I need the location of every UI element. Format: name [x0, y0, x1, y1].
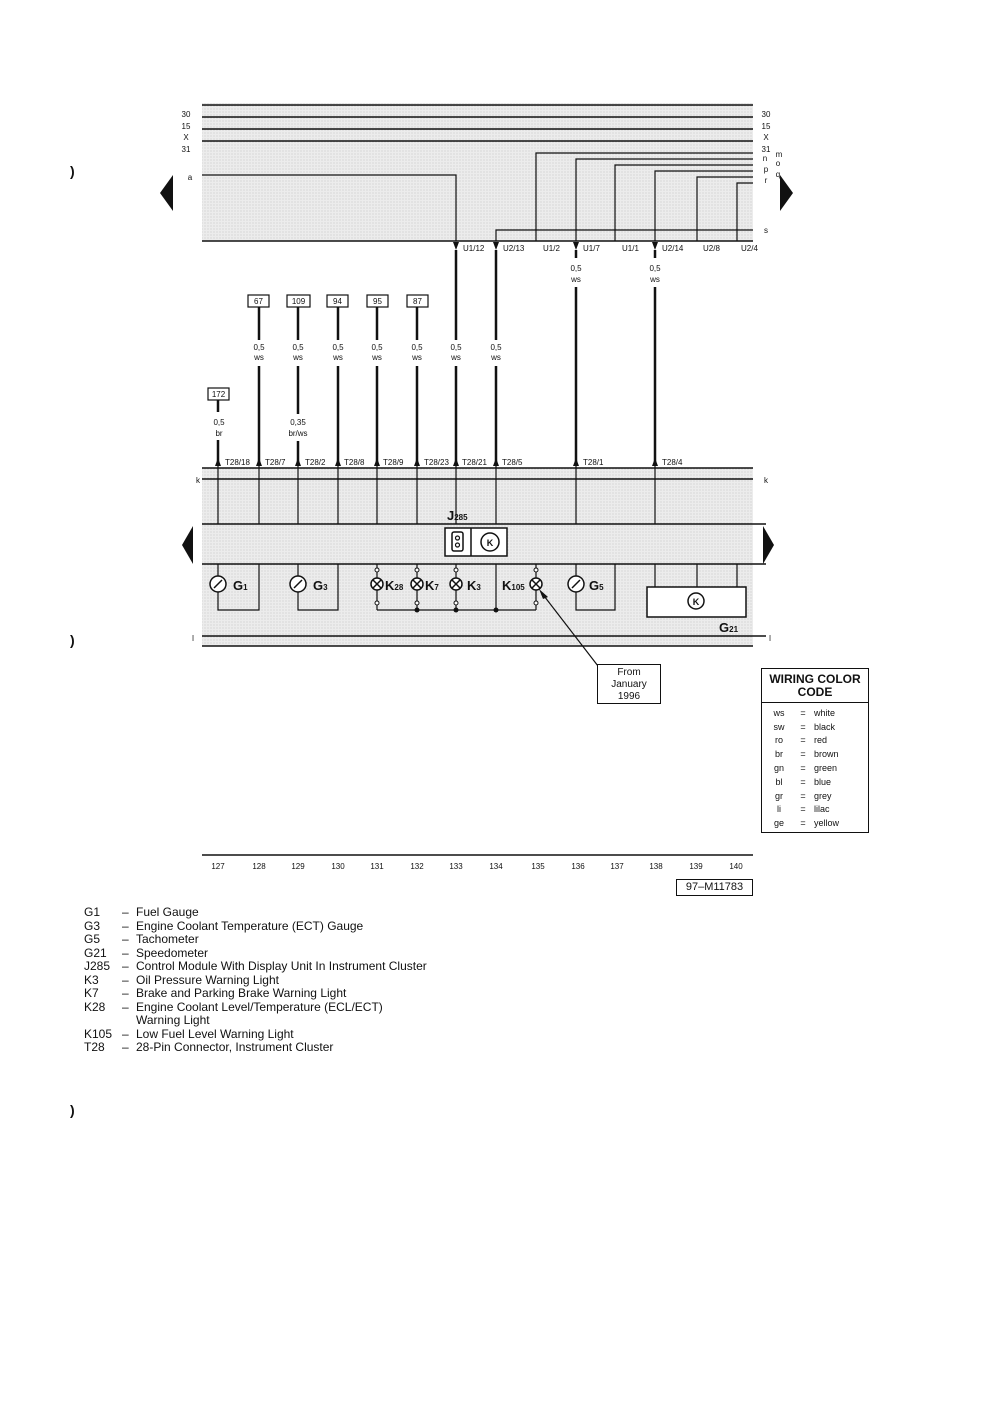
- signal-label-n: n: [762, 154, 768, 163]
- rail-label-31: 31: [181, 145, 191, 154]
- ground-u2-13: U2/13: [503, 244, 525, 253]
- legend-row: J285 – Control Module With Display Unit In Instrument Cluster: [84, 959, 427, 973]
- column-136: 136: [571, 862, 585, 871]
- rail-label-30: 30: [181, 110, 191, 119]
- legend-row: K7 – Brake and Parking Brake Warning Light: [84, 986, 347, 1000]
- column-137: 137: [610, 862, 624, 871]
- wire-size-109-top: 0,5: [292, 343, 304, 352]
- color-code-row: bl = blue: [775, 776, 832, 787]
- ref-box-172: 172: [211, 390, 226, 399]
- signal-label-r: r: [764, 176, 768, 185]
- column-135: 135: [531, 862, 545, 871]
- g1-label: G1: [233, 578, 248, 593]
- right-rail-labels: [762, 110, 783, 235]
- k7-label: K7: [425, 578, 439, 593]
- k28-label: K28: [385, 578, 404, 593]
- rail-label-15-right: 15: [761, 122, 771, 131]
- wire-color-95: ws: [372, 353, 382, 362]
- wire-size-94: 0,5: [332, 343, 344, 352]
- pin-t28-8: T28/8: [344, 458, 365, 467]
- color-code-row: gr = grey: [774, 790, 832, 801]
- signal-label-o: o: [775, 159, 781, 168]
- column-133: 133: [449, 862, 463, 871]
- pin-t28-5: T28/5: [502, 458, 523, 467]
- binder-mark: ): [70, 632, 75, 648]
- ground-u1-12: U1/12: [463, 244, 485, 253]
- column-127: 127: [211, 862, 225, 871]
- pin-t28-7: T28/7: [265, 458, 286, 467]
- pin-t28-23: T28/23: [424, 458, 449, 467]
- ground-u2-8: U2/8: [703, 244, 720, 253]
- pin-t28-1: T28/1: [583, 458, 604, 467]
- column-131: 131: [370, 862, 384, 871]
- ground-u2-4: U2/4: [741, 244, 758, 253]
- prev-page-arrow-bottom[interactable]: [182, 526, 193, 564]
- signal-label-p: p: [763, 165, 769, 174]
- legend-row: K105 – Low Fuel Level Warning Light: [84, 1026, 294, 1041]
- wire-size-109: 0,35: [290, 418, 306, 427]
- wires: [218, 250, 655, 465]
- wire-color-172: br: [215, 429, 223, 438]
- j285-label: J285: [447, 508, 468, 523]
- signal-label-s: s: [764, 226, 768, 235]
- legend-row: K3 – Oil Pressure Warning Light: [84, 972, 279, 987]
- color-code-row: gn = green: [773, 763, 838, 774]
- legend-row: G3 – Engine Coolant Temperature (ECT) Gauge: [84, 918, 364, 933]
- rail-label-31-right: 31: [761, 145, 771, 154]
- ground-u2-14: U2/14: [662, 244, 684, 253]
- prev-page-arrow-top[interactable]: [160, 175, 173, 211]
- binder-mark: ): [70, 1102, 75, 1118]
- wire-size-67: 0,5: [253, 343, 265, 352]
- l-label-right: l: [769, 634, 771, 643]
- k-label-left: k: [196, 476, 200, 485]
- ref-box-67: 67: [254, 297, 263, 306]
- pin-t28-4: T28/4: [662, 458, 683, 467]
- g21-label: G21: [719, 620, 739, 635]
- ref-box-109: 109: [291, 297, 306, 306]
- binder-mark: ): [70, 163, 75, 179]
- ground-connections: [453, 242, 758, 253]
- wire-labels: [213, 264, 661, 438]
- wire-size-172: 0,5: [213, 418, 225, 427]
- instrument-cluster: [192, 466, 771, 646]
- from-january-1996-note: From January 1996: [597, 664, 661, 704]
- pin-t28-9: T28/9: [383, 458, 404, 467]
- legend-row: G5 – Tachometer: [84, 932, 199, 946]
- ref-box-95: 95: [373, 297, 382, 306]
- wire-size-u1-7: 0,5: [570, 264, 582, 273]
- wire-color-u1-12: ws: [451, 353, 461, 362]
- ground-u1-1: U1/1: [622, 244, 639, 253]
- legend-row: K28 – Engine Coolant Level/Temperature (ECL/ECT) Warning Light: [84, 999, 383, 1027]
- column-140: 140: [729, 862, 743, 871]
- color-code-row: ro = red: [774, 735, 828, 746]
- top-bus: [202, 103, 753, 241]
- signal-label-a: a: [187, 173, 193, 182]
- connector-pins: [215, 458, 683, 467]
- column-130: 130: [331, 862, 345, 871]
- ground-u1-7: U1/7: [583, 244, 600, 253]
- column-139: 139: [689, 862, 703, 871]
- component-legend: [84, 906, 427, 1055]
- color-code-row: ge = yellow: [773, 818, 840, 829]
- color-code-row: sw = black: [773, 721, 836, 732]
- color-code-row: li = lilac: [777, 804, 830, 815]
- wire-color-67: ws: [254, 353, 264, 362]
- next-page-arrow-bottom[interactable]: [763, 526, 774, 564]
- wire-color-94: ws: [333, 353, 343, 362]
- wire-color-87: ws: [412, 353, 422, 362]
- wire-size-95: 0,5: [371, 343, 383, 352]
- k3-label: K3: [467, 578, 481, 593]
- g21-symbol: K: [692, 597, 700, 607]
- column-134: 134: [489, 862, 503, 871]
- legend-row: G21 – Speedometer: [84, 945, 209, 960]
- rail-label-15: 15: [181, 122, 191, 131]
- legend-row: T28 – 28-Pin Connector, Instrument Cluster: [84, 1040, 334, 1054]
- rail-label-x: X: [183, 133, 189, 142]
- wire-size-u1-12: 0,5: [450, 343, 462, 352]
- wire-color-u2-14: ws: [650, 275, 660, 284]
- color-code-row: ws = white: [773, 707, 836, 718]
- ref-box-87: 87: [413, 297, 422, 306]
- wire-size-u2-14: 0,5: [649, 264, 661, 273]
- column-129: 129: [291, 862, 305, 871]
- reference-boxes: [208, 295, 428, 400]
- signal-label-q: q: [775, 170, 781, 179]
- wire-color-109: br/ws: [288, 429, 308, 438]
- column-128: 128: [252, 862, 266, 871]
- column-132: 132: [410, 862, 424, 871]
- signal-label-m: m: [775, 150, 783, 159]
- wire-color-u2-13: ws: [491, 353, 501, 362]
- left-rail-labels: [182, 110, 193, 182]
- pin-t28-2: T28/2: [305, 458, 326, 467]
- wire-color-u1-7: ws: [571, 275, 581, 284]
- next-page-arrow-top[interactable]: [780, 175, 793, 211]
- wire-size-u2-13: 0,5: [490, 343, 502, 352]
- wire-color-109-top: ws: [293, 353, 303, 362]
- j285-module-symbol: K: [486, 538, 494, 548]
- g5-label: G5: [589, 578, 604, 593]
- pin-t28-21: T28/21: [462, 458, 487, 467]
- color-code-row: br = brown: [774, 749, 839, 760]
- ref-box-94: 94: [333, 297, 342, 306]
- wire-size-87: 0,5: [411, 343, 423, 352]
- ground-u1-2: U1/2: [543, 244, 560, 253]
- wiring-color-code-title: WIRING COLOR CODE: [762, 669, 868, 703]
- column-axis: [202, 855, 753, 871]
- k-label-right: k: [764, 476, 768, 485]
- k105-label: K105: [502, 578, 525, 593]
- diagram-reference-number: 97–M11783: [676, 879, 753, 896]
- rail-label-x-right: X: [763, 133, 769, 142]
- pin-t28-18: T28/18: [225, 458, 250, 467]
- rail-label-30-right: 30: [761, 110, 771, 119]
- wiring-color-code-table: [761, 668, 869, 833]
- column-138: 138: [649, 862, 663, 871]
- legend-row: G1 – Fuel Gauge: [84, 905, 199, 919]
- l-label-left: l: [192, 634, 194, 643]
- g3-label: G3: [313, 578, 328, 593]
